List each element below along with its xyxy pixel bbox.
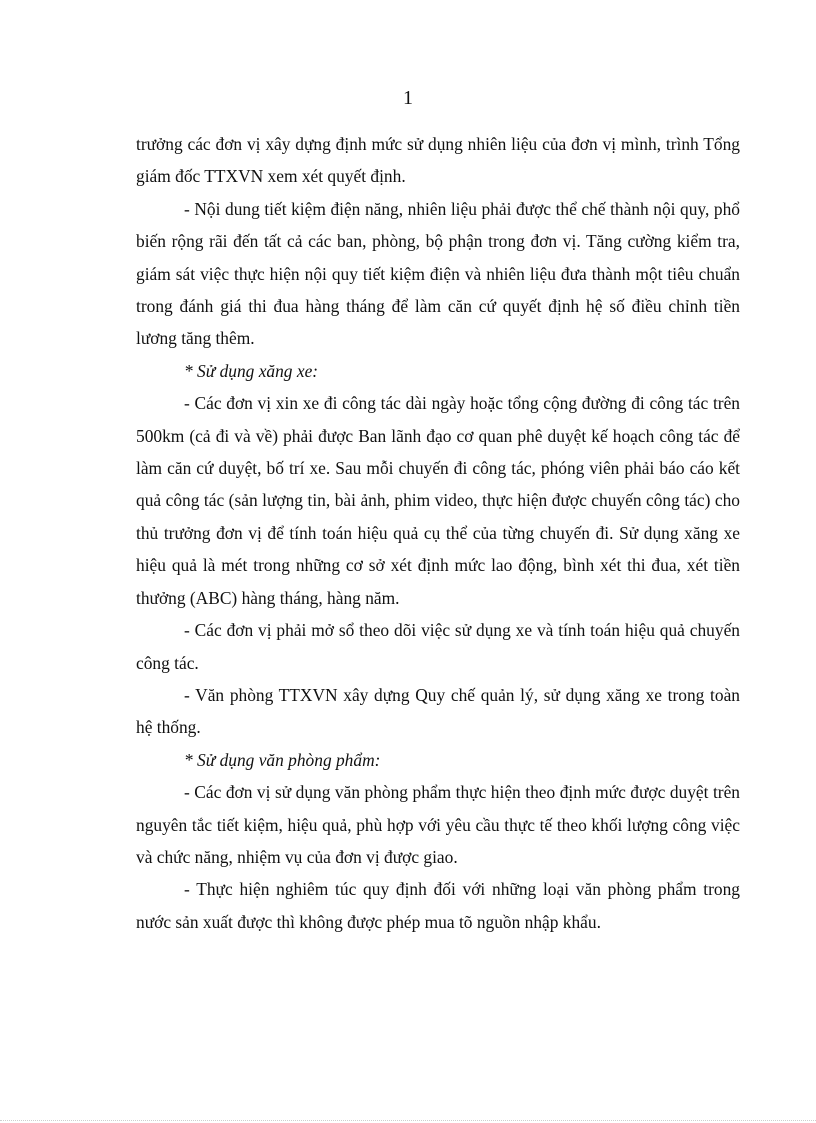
document-body xyxy=(136,128,740,938)
paragraph-vehicle-requests: - Các đơn vị xin xe đi công tác dài ngày hoặc tổng cộng đường đi công tác trên 500km (cả đi và về) phải được Ban lãnh đạo cơ quan phê duyệt kế hoạch công tác để làm căn cứ duyệt, bố trí xe. Sau mỗi chuyến đi công tác, phóng viên phải báo cáo kết quả công tác (sản lượng tin, bài ảnh, phim video, thực hiện được chuyến công tác) cho thủ trưởng đơn vị để tính toán hiệu quả cụ thể của từng chuyến đi. Sử dụng xăng xe hiệu quả là mét trong những cơ sở xét định mức lao động, bình xét thi đua, xét tiền thưởng (ABC) hàng tháng, hàng năm. xyxy=(136,393,740,608)
section-heading-fuel-usage: * Sử dụng xăng xe: xyxy=(184,360,319,381)
paragraph-stationery-norms: - Các đơn vị sử dụng văn phòng phẩm thực hiện theo định mức được duyệt trên nguyên tắc tiết kiệm, hiệu quả, phù hợp với yêu cầu thực tế theo khối lượng công việc và chức năng, nhiệm vụ của đơn vị được giao. xyxy=(136,782,740,867)
paragraph-continuation: trưởng các đơn vị xây dựng định mức sử dụng nhiên liệu của đơn vị mình, trình Tổng giám đốc TTXVN xem xét quyết định. xyxy=(136,134,740,187)
page-number: 1 xyxy=(403,87,413,109)
paragraph-domestic-stationery: - Thực hiện nghiêm túc quy định đối với những loại văn phòng phẩm trong nước sản xuất được thì không được phép mua tõ nguồn nhập khẩu. xyxy=(136,879,740,932)
paragraph-fuel-regulation: - Văn phòng TTXVN xây dựng Quy chế quản lý, sử dụng xăng xe trong toàn hệ thống. xyxy=(136,684,740,738)
page-bottom-divider xyxy=(0,1120,816,1121)
section-heading-stationery-usage: * Sử dụng văn phòng phẩm: xyxy=(184,749,381,770)
paragraph-vehicle-logbook: - Các đơn vị phải mở sổ theo dõi việc sử dụng xe và tính toán hiệu quả chuyến công tác. xyxy=(136,620,740,673)
paragraph-energy-saving-rules: - Nội dung tiết kiệm điện năng, nhiên liệu phải được thể chế thành nội quy, phổ biến rộng rãi đến tất cả các ban, phòng, bộ phận trong đơn vị. Tăng cường kiểm tra, giám sát việc thực hiện nội quy tiết kiệm điện và nhiên liệu đưa thành một tiêu chuẩn trong đánh giá thi đua hàng tháng để làm căn cứ quyết định hệ số điều chỉnh tiền lương tăng thêm. xyxy=(136,198,740,349)
